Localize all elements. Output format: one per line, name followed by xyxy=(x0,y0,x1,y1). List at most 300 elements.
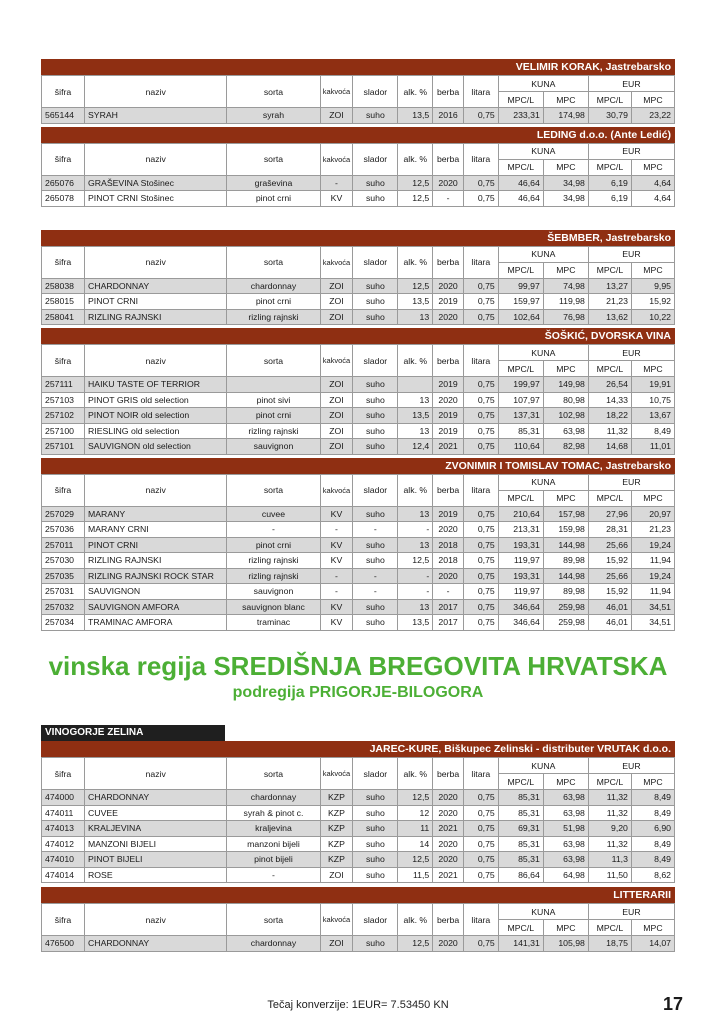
table-cell: 2021 xyxy=(433,867,464,883)
producer-block xyxy=(41,127,675,207)
table-cell: 0,75 xyxy=(463,867,498,883)
table-cell: 257102 xyxy=(42,408,85,424)
table-cell: KZP xyxy=(320,790,353,806)
table-cell: 257036 xyxy=(42,522,85,538)
header-kuna: KUNA xyxy=(498,474,588,490)
table-cell: 25,66 xyxy=(588,568,631,584)
table-cell: 20,97 xyxy=(631,506,674,522)
table-cell: 19,24 xyxy=(631,537,674,553)
table-cell: 0,75 xyxy=(463,553,498,569)
table-cell: 2020 xyxy=(433,936,464,952)
header-berba: berba xyxy=(433,76,464,108)
table-cell: 13,5 xyxy=(398,294,433,310)
table-row xyxy=(42,191,675,207)
table-cell: RIZLING RAJNSKI xyxy=(85,309,227,325)
table-cell: 21,23 xyxy=(631,522,674,538)
table-cell: KV xyxy=(320,506,353,522)
table-cell: 2019 xyxy=(433,423,464,439)
table-cell: 13,5 xyxy=(398,408,433,424)
table-cell: - xyxy=(227,867,320,883)
table-cell: 11,32 xyxy=(588,805,631,821)
table-cell: suho xyxy=(353,836,398,852)
table-cell: 0,75 xyxy=(463,584,498,600)
table-cell: 28,31 xyxy=(588,522,631,538)
table-cell: 0,75 xyxy=(463,108,498,124)
table-cell: - xyxy=(398,568,433,584)
table-cell: 13 xyxy=(398,599,433,615)
table-row xyxy=(42,423,675,439)
table-cell: suho xyxy=(353,553,398,569)
header-mpcl: MPC/L xyxy=(588,920,631,936)
table-cell xyxy=(398,377,433,393)
header-mpc: MPC xyxy=(631,490,674,506)
table-cell: 11,50 xyxy=(588,867,631,883)
table-row xyxy=(42,439,675,455)
table-cell: 26,54 xyxy=(588,377,631,393)
table-cell: 12,5 xyxy=(398,936,433,952)
table-cell: 157,98 xyxy=(543,506,588,522)
table-cell: KZP xyxy=(320,852,353,868)
table-cell: 257111 xyxy=(42,377,85,393)
table-cell: MARANY xyxy=(85,506,227,522)
table-cell: KV xyxy=(320,599,353,615)
table-cell: 0,75 xyxy=(463,506,498,522)
table-cell: ZOI xyxy=(320,309,353,325)
header-sifra: šifra xyxy=(42,76,85,108)
table-cell: suho xyxy=(353,377,398,393)
table-cell: suho xyxy=(353,537,398,553)
price-list-section-2 xyxy=(41,741,675,955)
table-cell: 14,07 xyxy=(631,936,674,952)
table-cell: - xyxy=(320,522,353,538)
header-alk: alk. % xyxy=(398,904,433,936)
table-cell: KRALJEVINA xyxy=(85,821,227,837)
table-cell: suho xyxy=(353,506,398,522)
table-cell: 13,5 xyxy=(398,615,433,631)
table-cell: ZOI xyxy=(320,278,353,294)
header-mpc: MPC xyxy=(543,490,588,506)
table-cell: 259,98 xyxy=(543,615,588,631)
table-cell: 8,49 xyxy=(631,423,674,439)
table-cell: 15,92 xyxy=(631,294,674,310)
table-cell: - xyxy=(398,522,433,538)
table-cell: 105,98 xyxy=(543,936,588,952)
header-mpcl: MPC/L xyxy=(498,361,543,377)
header-naziv: naziv xyxy=(85,904,227,936)
wine-table xyxy=(41,246,675,326)
table-cell: 12,5 xyxy=(398,790,433,806)
header-mpcl: MPC/L xyxy=(498,920,543,936)
table-cell: CUVEE xyxy=(85,805,227,821)
table-cell: 0,75 xyxy=(463,836,498,852)
table-cell: 2020 xyxy=(433,568,464,584)
header-eur: EUR xyxy=(588,246,674,262)
table-cell: chardonnay xyxy=(227,790,320,806)
header-naziv: naziv xyxy=(85,474,227,506)
header-eur: EUR xyxy=(588,345,674,361)
table-cell: 10,22 xyxy=(631,309,674,325)
table-cell: 474000 xyxy=(42,790,85,806)
table-cell: CHARDONNAY xyxy=(85,278,227,294)
region-subtitle: podregija PRIGORJE-BILOGORA xyxy=(232,684,484,701)
table-row xyxy=(42,537,675,553)
table-cell: 210,64 xyxy=(498,506,543,522)
producer-name: LITTERARII xyxy=(41,887,675,903)
header-mpc: MPC xyxy=(631,361,674,377)
table-cell: TRAMINAC AMFORA xyxy=(85,615,227,631)
producer-block xyxy=(41,328,675,455)
header-kakvoca: kakvoća xyxy=(320,758,353,790)
table-cell: 474012 xyxy=(42,836,85,852)
table-cell: KV xyxy=(320,615,353,631)
table-cell: 85,31 xyxy=(498,790,543,806)
table-cell: 0,75 xyxy=(463,278,498,294)
header-sifra: šifra xyxy=(42,143,85,175)
table-cell: 0,75 xyxy=(463,805,498,821)
table-cell: 0,75 xyxy=(463,175,498,191)
header-eur: EUR xyxy=(588,474,674,490)
wine-table xyxy=(41,757,675,883)
table-cell: CHARDONNAY xyxy=(85,936,227,952)
header-sorta: sorta xyxy=(227,76,320,108)
table-cell: 13,62 xyxy=(588,309,631,325)
table-cell: 2020 xyxy=(433,522,464,538)
table-cell: 76,98 xyxy=(543,309,588,325)
table-cell: 474011 xyxy=(42,805,85,821)
table-cell: 2017 xyxy=(433,615,464,631)
table-cell: 474014 xyxy=(42,867,85,883)
header-sorta: sorta xyxy=(227,246,320,278)
header-mpcl: MPC/L xyxy=(588,361,631,377)
table-cell: 2020 xyxy=(433,278,464,294)
table-cell: SYRAH xyxy=(85,108,227,124)
table-cell: - xyxy=(320,584,353,600)
header-mpcl: MPC/L xyxy=(498,262,543,278)
table-cell: 258015 xyxy=(42,294,85,310)
table-cell: 0,75 xyxy=(463,821,498,837)
table-cell: PINOT CRNI Stošinec xyxy=(85,191,227,207)
table-cell: 257034 xyxy=(42,615,85,631)
table-cell: pinot crni xyxy=(227,408,320,424)
table-cell: kraljevina xyxy=(227,821,320,837)
table-cell: 159,98 xyxy=(543,522,588,538)
table-cell: 257030 xyxy=(42,553,85,569)
table-cell: pinot bijeli xyxy=(227,852,320,868)
header-slador: slador xyxy=(353,143,398,175)
table-row xyxy=(42,867,675,883)
table-cell: suho xyxy=(353,408,398,424)
table-row xyxy=(42,506,675,522)
table-cell: 30,79 xyxy=(588,108,631,124)
table-row xyxy=(42,584,675,600)
table-cell: 9,20 xyxy=(588,821,631,837)
header-berba: berba xyxy=(433,246,464,278)
producer-block xyxy=(41,741,675,883)
table-cell: 8,49 xyxy=(631,805,674,821)
header-kakvoca: kakvoća xyxy=(320,76,353,108)
table-cell: 46,64 xyxy=(498,191,543,207)
table-cell: SAUVIGNON xyxy=(85,584,227,600)
header-naziv: naziv xyxy=(85,345,227,377)
table-cell: ZOI xyxy=(320,108,353,124)
table-cell: manzoni bijeli xyxy=(227,836,320,852)
table-cell: ZOI xyxy=(320,439,353,455)
table-cell: 233,31 xyxy=(498,108,543,124)
table-cell: 19,24 xyxy=(631,568,674,584)
table-cell: PINOT NOIR old selection xyxy=(85,408,227,424)
header-mpcl: MPC/L xyxy=(588,159,631,175)
table-cell: 257100 xyxy=(42,423,85,439)
header-slador: slador xyxy=(353,76,398,108)
region-title: vinska regija SREDIŠNJA BREGOVITA HRVATSKA xyxy=(48,651,668,681)
table-cell: KV xyxy=(320,553,353,569)
header-mpcl: MPC/L xyxy=(498,774,543,790)
table-cell: 257029 xyxy=(42,506,85,522)
table-cell: 63,98 xyxy=(543,423,588,439)
table-cell: pinot crni xyxy=(227,191,320,207)
table-cell: 46,64 xyxy=(498,175,543,191)
table-cell: 23,22 xyxy=(631,108,674,124)
table-cell: suho xyxy=(353,821,398,837)
table-cell: - xyxy=(353,522,398,538)
table-cell: 258038 xyxy=(42,278,85,294)
header-litara: litara xyxy=(463,76,498,108)
header-kakvoca: kakvoća xyxy=(320,246,353,278)
table-cell: ZOI xyxy=(320,423,353,439)
table-cell: 257032 xyxy=(42,599,85,615)
table-row xyxy=(42,568,675,584)
producer-name: VELIMIR KORAK, Jastrebarsko xyxy=(41,59,675,75)
table-cell: 2020 xyxy=(433,836,464,852)
table-cell: 11,5 xyxy=(398,867,433,883)
header-litara: litara xyxy=(463,345,498,377)
table-cell: SAUVIGNON old selection xyxy=(85,439,227,455)
table-cell: PINOT CRNI xyxy=(85,537,227,553)
table-cell: 18,75 xyxy=(588,936,631,952)
table-cell: suho xyxy=(353,615,398,631)
table-cell: suho xyxy=(353,599,398,615)
table-row xyxy=(42,852,675,868)
table-cell: - xyxy=(227,522,320,538)
table-cell: sauvignon blanc xyxy=(227,599,320,615)
table-cell: 27,96 xyxy=(588,506,631,522)
table-cell: 2019 xyxy=(433,377,464,393)
table-cell: 34,51 xyxy=(631,615,674,631)
table-cell: 12,4 xyxy=(398,439,433,455)
header-litara: litara xyxy=(463,758,498,790)
header-mpc: MPC xyxy=(543,361,588,377)
table-cell: 258041 xyxy=(42,309,85,325)
wine-table xyxy=(41,903,675,952)
table-row xyxy=(42,522,675,538)
header-mpcl: MPC/L xyxy=(588,490,631,506)
table-row xyxy=(42,294,675,310)
table-cell: 0,75 xyxy=(463,191,498,207)
table-cell: 2020 xyxy=(433,852,464,868)
table-cell: 2020 xyxy=(433,392,464,408)
table-cell: 259,98 xyxy=(543,599,588,615)
table-cell: 15,92 xyxy=(588,584,631,600)
table-cell: 80,98 xyxy=(543,392,588,408)
header-mpc: MPC xyxy=(631,262,674,278)
header-kakvoca: kakvoća xyxy=(320,345,353,377)
table-cell: 15,92 xyxy=(588,553,631,569)
table-cell: 0,75 xyxy=(463,377,498,393)
producer-name: ŠEBMBER, Jastrebarsko xyxy=(41,230,675,246)
table-cell: 10,75 xyxy=(631,392,674,408)
table-cell: 34,51 xyxy=(631,599,674,615)
table-cell: 149,98 xyxy=(543,377,588,393)
table-cell: 63,98 xyxy=(543,836,588,852)
table-cell: 89,98 xyxy=(543,584,588,600)
table-cell: ZOI xyxy=(320,377,353,393)
table-cell: 0,75 xyxy=(463,423,498,439)
table-row xyxy=(42,309,675,325)
table-cell: 0,75 xyxy=(463,568,498,584)
table-cell: 346,64 xyxy=(498,599,543,615)
table-cell: 257101 xyxy=(42,439,85,455)
table-cell: 102,98 xyxy=(543,408,588,424)
table-cell xyxy=(227,377,320,393)
table-cell: 0,75 xyxy=(463,936,498,952)
table-cell: 265076 xyxy=(42,175,85,191)
table-cell: suho xyxy=(353,108,398,124)
table-cell: PINOT GRIS old selection xyxy=(85,392,227,408)
table-cell: 46,01 xyxy=(588,615,631,631)
table-cell: 25,66 xyxy=(588,537,631,553)
table-cell: 99,97 xyxy=(498,278,543,294)
table-cell: 159,97 xyxy=(498,294,543,310)
header-naziv: naziv xyxy=(85,143,227,175)
table-cell: graševina xyxy=(227,175,320,191)
table-row xyxy=(42,615,675,631)
table-cell: suho xyxy=(353,867,398,883)
table-cell: 346,64 xyxy=(498,615,543,631)
table-cell: 13 xyxy=(398,423,433,439)
table-cell: 0,75 xyxy=(463,294,498,310)
table-cell: 13 xyxy=(398,506,433,522)
table-cell: 0,75 xyxy=(463,439,498,455)
table-cell: rizling rajnski xyxy=(227,309,320,325)
header-slador: slador xyxy=(353,474,398,506)
header-mpc: MPC xyxy=(631,159,674,175)
header-mpc: MPC xyxy=(631,774,674,790)
table-cell: pinot crni xyxy=(227,294,320,310)
table-cell: 34,98 xyxy=(543,191,588,207)
table-cell: 18,22 xyxy=(588,408,631,424)
header-litara: litara xyxy=(463,474,498,506)
table-row xyxy=(42,175,675,191)
header-sorta: sorta xyxy=(227,143,320,175)
table-row xyxy=(42,377,675,393)
producer-block xyxy=(41,887,675,952)
price-list-section-1 xyxy=(41,59,675,634)
table-cell: HAIKU TASTE OF TERRIOR xyxy=(85,377,227,393)
header-slador: slador xyxy=(353,758,398,790)
table-cell: 86,64 xyxy=(498,867,543,883)
table-cell: ZOI xyxy=(320,294,353,310)
header-sifra: šifra xyxy=(42,345,85,377)
table-cell: 19,91 xyxy=(631,377,674,393)
table-cell: 110,64 xyxy=(498,439,543,455)
header-alk: alk. % xyxy=(398,246,433,278)
table-cell: 2019 xyxy=(433,506,464,522)
table-cell: rizling rajnski xyxy=(227,553,320,569)
table-cell: GRAŠEVINA Stošinec xyxy=(85,175,227,191)
header-berba: berba xyxy=(433,758,464,790)
table-cell: 2017 xyxy=(433,599,464,615)
table-cell: 8,49 xyxy=(631,836,674,852)
table-cell: 11,32 xyxy=(588,423,631,439)
table-cell: ROSE xyxy=(85,867,227,883)
table-cell: 8,49 xyxy=(631,790,674,806)
table-cell: 14,68 xyxy=(588,439,631,455)
header-kuna: KUNA xyxy=(498,758,588,774)
table-cell: ZOI xyxy=(320,392,353,408)
table-cell: 137,31 xyxy=(498,408,543,424)
table-cell: 74,98 xyxy=(543,278,588,294)
producer-name: ZVONIMIR I TOMISLAV TOMAC, Jastrebarsko xyxy=(41,458,675,474)
table-cell: suho xyxy=(353,852,398,868)
table-cell: MARANY CRNI xyxy=(85,522,227,538)
table-row xyxy=(42,805,675,821)
table-cell: 14 xyxy=(398,836,433,852)
table-cell: rizling rajnski xyxy=(227,568,320,584)
table-cell: 0,75 xyxy=(463,392,498,408)
table-cell: 12 xyxy=(398,805,433,821)
table-cell: 0,75 xyxy=(463,309,498,325)
table-cell: 21,23 xyxy=(588,294,631,310)
table-cell: pinot crni xyxy=(227,537,320,553)
header-kuna: KUNA xyxy=(498,904,588,920)
table-cell: RIZLING RAJNSKI ROCK STAR xyxy=(85,568,227,584)
table-cell: - xyxy=(433,584,464,600)
table-cell: 13 xyxy=(398,309,433,325)
header-eur: EUR xyxy=(588,904,674,920)
table-cell: MANZONI BIJELI xyxy=(85,836,227,852)
table-cell: 12,5 xyxy=(398,191,433,207)
table-cell: 13,67 xyxy=(631,408,674,424)
table-cell: suho xyxy=(353,423,398,439)
table-cell: 82,98 xyxy=(543,439,588,455)
table-cell: 0,75 xyxy=(463,522,498,538)
table-cell: - xyxy=(353,584,398,600)
table-cell: syrah xyxy=(227,108,320,124)
table-cell: 4,64 xyxy=(631,191,674,207)
header-eur: EUR xyxy=(588,143,674,159)
table-cell: 257035 xyxy=(42,568,85,584)
table-cell: 257011 xyxy=(42,537,85,553)
table-cell: 64,98 xyxy=(543,867,588,883)
table-cell: KZP xyxy=(320,836,353,852)
table-cell: SAUVIGNON AMFORA xyxy=(85,599,227,615)
table-cell: 13,27 xyxy=(588,278,631,294)
table-cell: 193,31 xyxy=(498,537,543,553)
table-cell: - xyxy=(353,568,398,584)
table-cell: 11,32 xyxy=(588,790,631,806)
table-cell: 265078 xyxy=(42,191,85,207)
table-cell: 51,98 xyxy=(543,821,588,837)
table-cell: traminac xyxy=(227,615,320,631)
header-mpc: MPC xyxy=(543,774,588,790)
producer-name: JAREC-KURE, Biškupec Zelinski - distributer VRUTAK d.o.o. xyxy=(41,741,675,757)
table-cell: 63,98 xyxy=(543,790,588,806)
table-cell: 565144 xyxy=(42,108,85,124)
table-cell: 0,75 xyxy=(463,537,498,553)
header-berba: berba xyxy=(433,474,464,506)
table-cell: RIZLING RAJNSKI xyxy=(85,553,227,569)
table-cell: PINOT CRNI xyxy=(85,294,227,310)
